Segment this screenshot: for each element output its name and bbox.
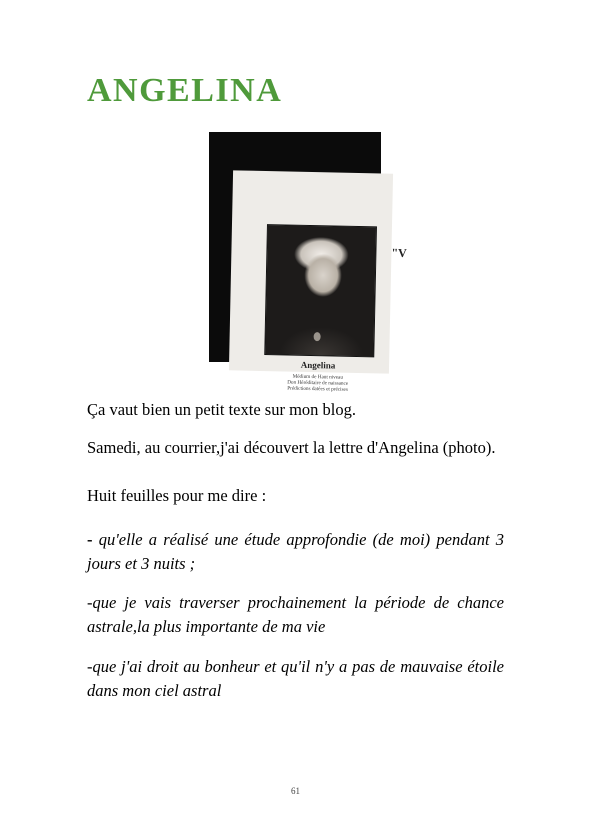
letter-paper (229, 170, 407, 393)
photo-caption-line: Don Héréditaire de naissance (287, 379, 349, 387)
photo-caption-line: Médium de Haut niveau (292, 373, 343, 381)
page-number: 61 (291, 786, 300, 796)
bullet-chance: -que je vais traverser prochainement la période de chance astrale,la plus importante de ma vie (87, 593, 504, 636)
page-title: ANGELINA (87, 72, 283, 109)
paragraph-intro: Ça vaut bien un petit texte sur mon blog. (87, 400, 356, 419)
paragraph-sheets: Huit feuilles pour me dire : (87, 486, 267, 505)
bullet-dash: - (87, 530, 99, 549)
bullet-happiness: -que j'ai droit au bonheur et qu'il n'y a pas de mauvaise étoile dans mon ciel astral (87, 657, 504, 700)
photo-caption-name: Angelina (300, 359, 336, 371)
bullet-study (87, 528, 504, 576)
letter-photo (209, 132, 407, 393)
photo-corner-text: "V (391, 245, 407, 260)
paragraph-letter: Samedi, au courrier,j'ai découvert la lettre d'Angelina (photo). (87, 438, 496, 457)
photo-caption-line: Prédictions datées et précises (287, 385, 348, 393)
bullet-study-text: qu'elle a réalisé une étude approfondie (de moi) pendant 3 jours et 3 nuits ; (87, 530, 505, 573)
